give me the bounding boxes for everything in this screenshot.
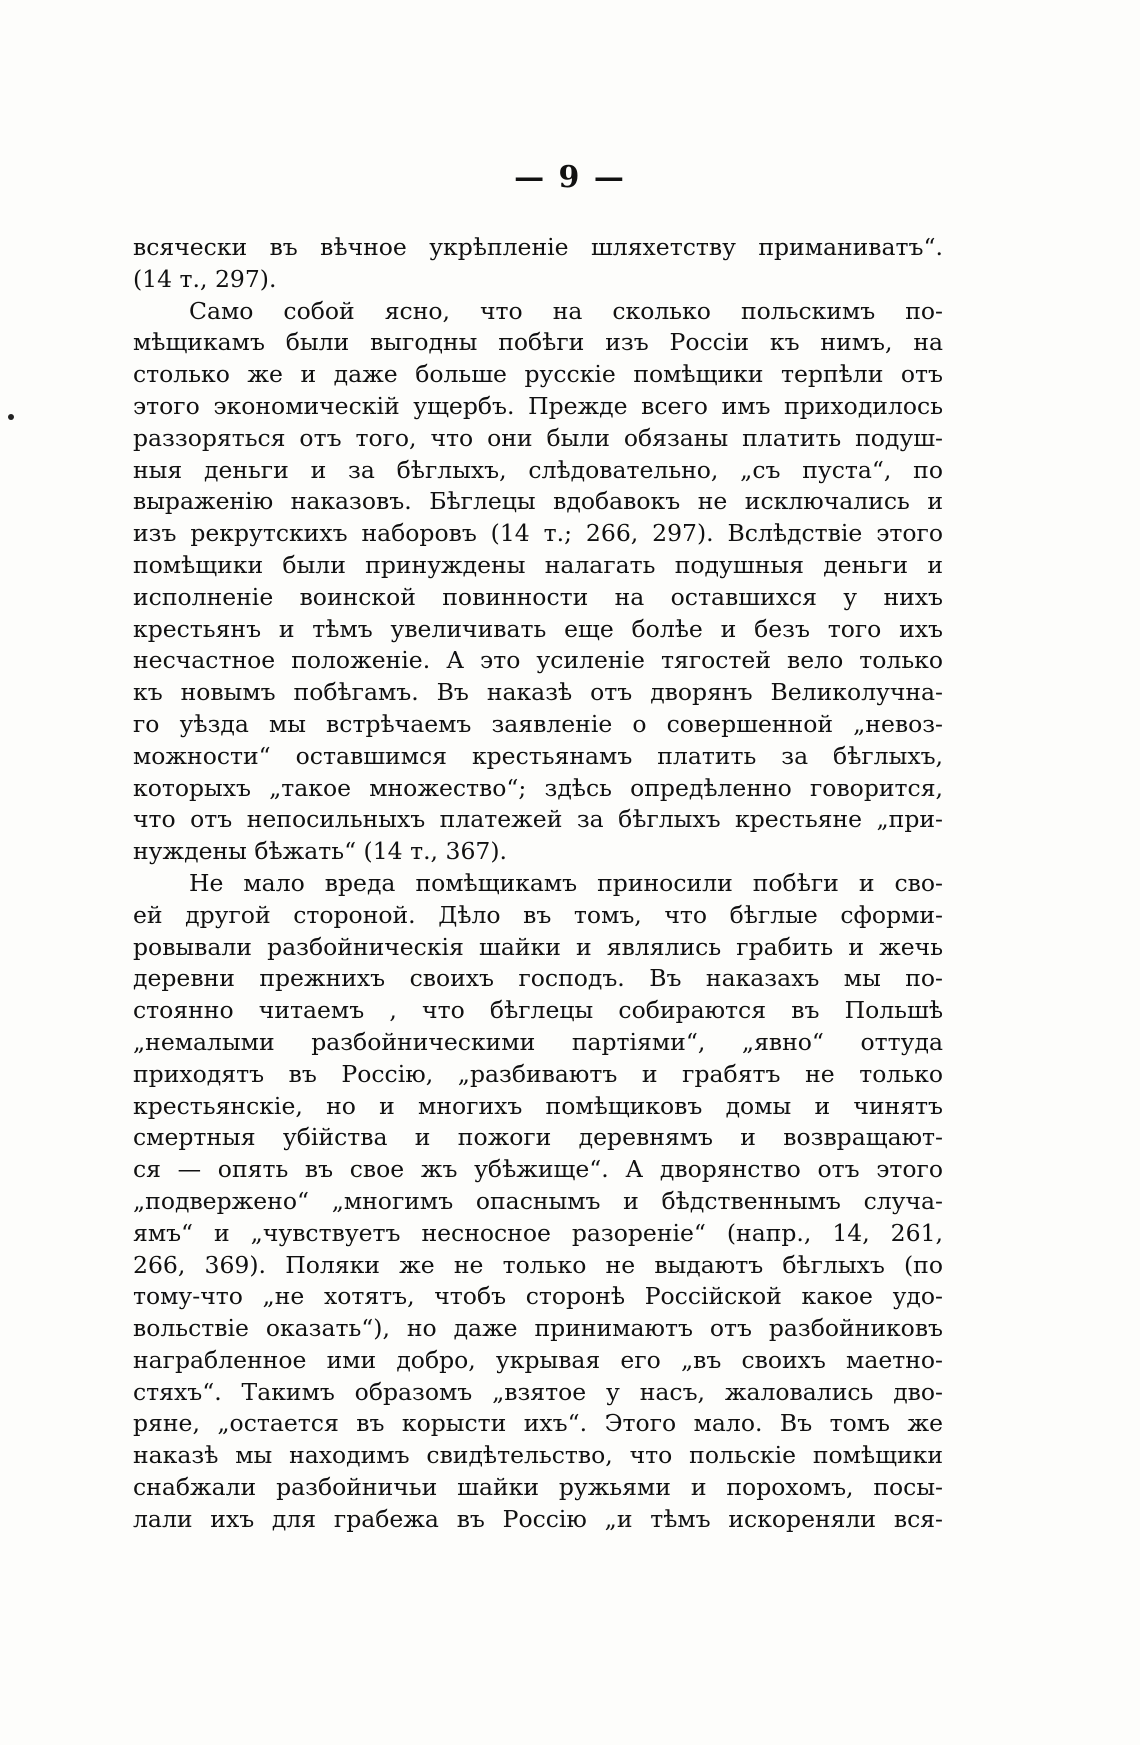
text-line: изъ рекрутскихъ наборовъ (14 т.; 266, 297). Вслѣдствіе этого [133, 519, 943, 548]
text-line: Само собой ясно, что на сколько польскимъ по- [189, 296, 943, 325]
text-line: къ новымъ побѣгамъ. Въ наказѣ отъ дворянъ Великолучна- [133, 678, 943, 707]
text-line: этого экономическій ущербъ. Прежде всего имъ приходилось [133, 391, 943, 420]
page-number: — 9 — [514, 160, 626, 195]
text-line: раззоряться отъ того, что они были обязаны платить подуш- [133, 423, 943, 452]
text-line: исполненіе воинской повинности на оставшихся у нихъ [133, 582, 943, 611]
scan-speck [8, 414, 14, 420]
text-line: можности“ оставшимся крестьянамъ платить за бѣглыхъ, [133, 741, 943, 770]
text-line: ямъ“ и „чувствуетъ несносное разореніе“ (напр., 14, 261, [133, 1218, 943, 1247]
text-line: нуждены бѣжать“ (14 т., 367). [133, 837, 507, 866]
text-line: ей другой стороной. Дѣло въ томъ, что бѣглые сформи- [133, 900, 943, 929]
text-line: крестьянскіе, но и многихъ помѣщиковъ домы и чинятъ [133, 1091, 943, 1120]
text-line: лали ихъ для грабежа въ Россію „и тѣмъ искореняли вся- [133, 1504, 943, 1533]
text-line: 266, 369). Поляки же не только не выдаютъ бѣглыхъ (по [133, 1250, 943, 1279]
text-line: столько же и даже больше русскіе помѣщики терпѣли отъ [133, 360, 943, 389]
text-line: снабжали разбойничьи шайки ружьями и порохомъ, посы- [133, 1473, 943, 1502]
text-line: выраженію наказовъ. Бѣглецы вдобавокъ не исключались и [133, 487, 943, 516]
text-line: ровывали разбойническія шайки и являлись грабить и жечь [133, 932, 943, 961]
text-line: „подвержено“ „многимъ опаснымъ и бѣдственнымъ случа- [133, 1186, 943, 1215]
text-line: го уѣзда мы встрѣчаемъ заявленіе о совершенной „невоз- [133, 709, 943, 738]
text-line: ся — опять въ свое жъ убѣжище“. А дворянство отъ этого [133, 1155, 943, 1184]
paragraph-2 [133, 296, 943, 868]
text-line: тому-что „не хотятъ, чтобъ сторонѣ Россійской какое удо- [133, 1282, 943, 1311]
text-line: ныя деньги и за бѣглыхъ, слѣдовательно, „съ пуста“, по [133, 455, 943, 484]
text-line: смертныя убійства и пожоги деревнямъ и возвращают- [133, 1123, 943, 1152]
text-line: стяхъ“. Такимъ образомъ „взятое у насъ, жаловались дво- [133, 1377, 943, 1406]
body-text [133, 232, 943, 1536]
text-line: что отъ непосильныхъ платежей за бѣглыхъ крестьяне „при- [133, 805, 943, 834]
text-line: „немалыми разбойническими партіями“, „явно“ оттуда [133, 1027, 943, 1056]
text-line: которыхъ „такое множество“; здѣсь опредѣленно говорится, [133, 773, 943, 802]
paragraph-3 [133, 868, 943, 1536]
text-line: деревни прежнихъ своихъ господъ. Въ наказахъ мы по- [133, 964, 943, 993]
text-line: Не мало вреда помѣщикамъ приносили побѣги и сво- [189, 868, 943, 897]
text-line: мѣщикамъ были выгодны побѣги изъ Россіи къ нимъ, на [133, 328, 943, 357]
text-line: крестьянъ и тѣмъ увеличивать еще болѣе и безъ того ихъ [133, 614, 943, 643]
paragraph-1 [133, 232, 943, 296]
text-line: всячески въ вѣчное укрѣпленіе шляхетству приманиватъ“. [133, 233, 943, 261]
text-line: ряне, „остается въ корысти ихъ“. Этого мало. Въ томъ же [133, 1409, 943, 1438]
text-line: стоянно читаемъ , что бѣглецы собираются въ Польшѣ [133, 996, 943, 1025]
text-line: награбленное ими добро, укрывая его „въ своихъ маетно- [133, 1345, 943, 1374]
text-line: вольствіе оказать“), но даже принимаютъ отъ разбойниковъ [133, 1314, 943, 1343]
text-line: помѣщики были принуждены налагать подушныя деньги и [133, 550, 943, 579]
text-line: несчастное положеніе. А это усиленіе тягостей вело только [133, 646, 943, 675]
text-line: приходятъ въ Россію, „разбиваютъ и грабятъ не только [133, 1059, 943, 1088]
text-line: (14 т., 297). [133, 264, 277, 293]
text-line: наказѣ мы находимъ свидѣтельство, что польскіе помѣщики [133, 1441, 943, 1470]
